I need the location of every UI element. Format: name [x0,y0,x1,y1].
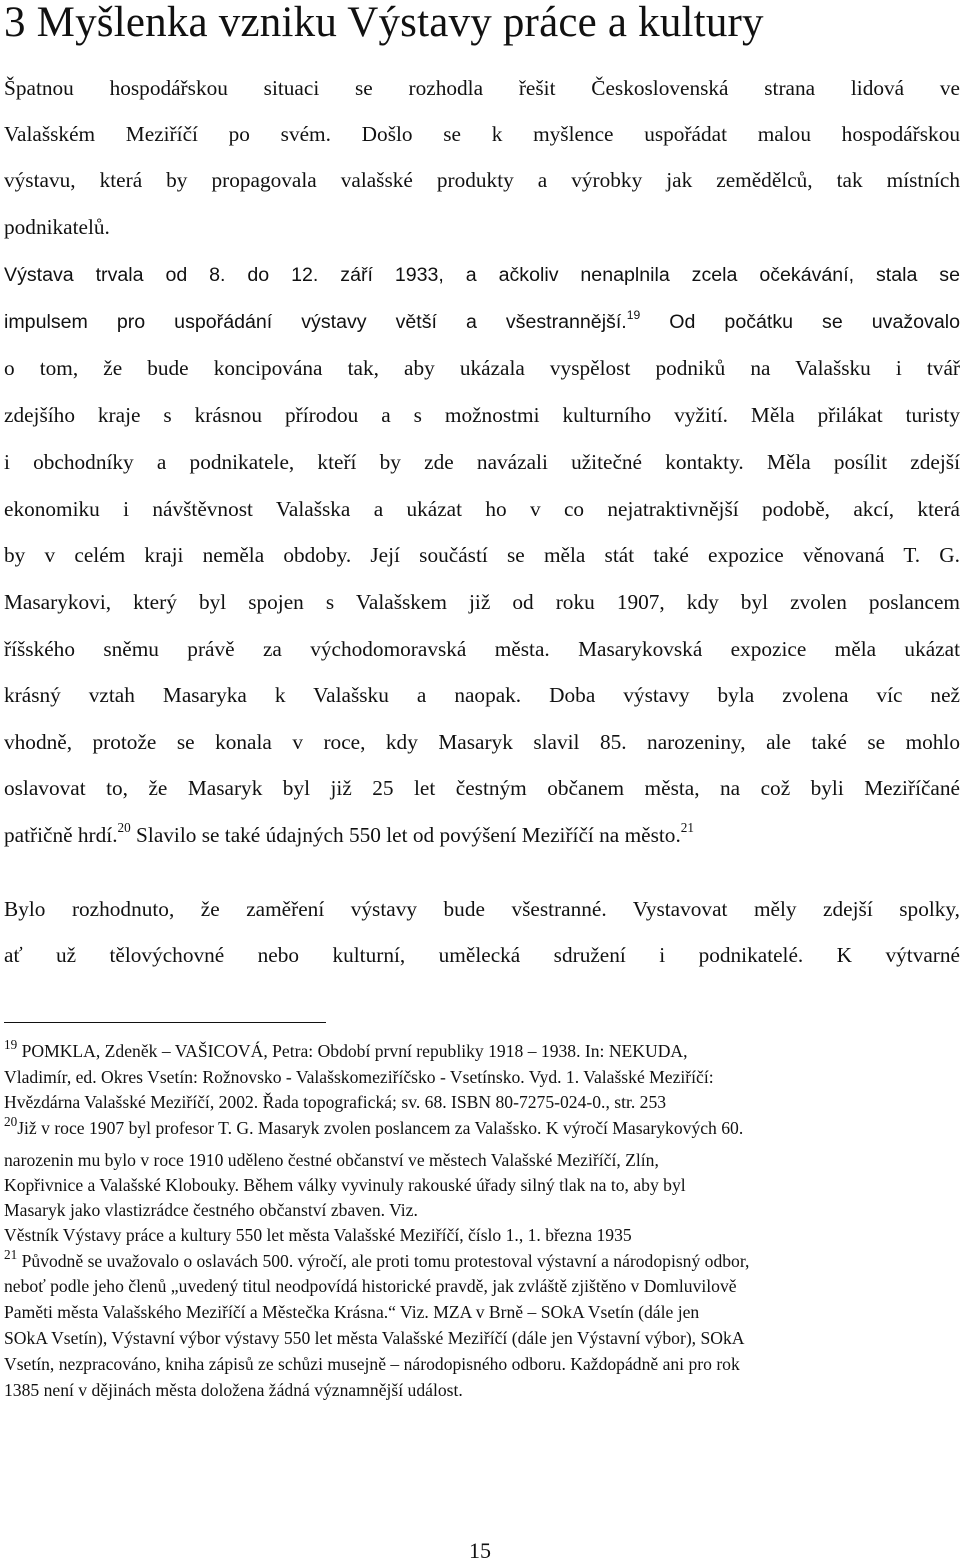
body-line: vhodně, protože se konala v roce, kdy Masaryk slavil 85. narozeniny, ale také se mohlo [4,730,960,754]
footnote-ref: 20 [117,819,131,835]
body-line: ať už tělovýchovné nebo kulturní, umělecká sdružení i podnikatelé. K výtvarné [4,943,960,967]
footnote-line: Paměti města Valašského Meziříčí a Městečka Krásna.“ Viz. MZA v Brně – SOkA Vsetín (dále jen [4,1302,700,1322]
body-line: Špatnou hospodářskou situaci se rozhodla řešit Československá strana lidová ve [4,76,960,100]
footnote-separator [4,1022,326,1023]
footnote-line: 1385 není v dějinách města doložena žádná významnější událost. [4,1380,463,1400]
body-line: ekonomiku i návštěvnost Valašska a ukázat ho v co nejatraktivnější podobě, akcí, která [4,497,960,521]
footnote-line: Kopřivnice a Valašské Klobouky. Během války vyvinuly rakouské úřady silný tlak na to, aby byl [4,1175,686,1195]
footnote-ref: 19 [626,307,641,322]
body-line: říšského sněmu právě za východomoravská města. Masarykovská expozice měla ukázat [4,637,960,661]
footnote-line: $^{20}$Již v roce 1907 byl profesor T. G. Masaryk zvolen poslancem za Valašsko. K výročí Masarykových 60. [4,1113,744,1138]
footnote-line: Hvězdárna Valašské Meziříčí, 2002. Řada topografická; sv. 68. ISBN 80-7275-024-0., str. 253 [4,1092,667,1112]
body-line: oslavovat to, že Masaryk byl již 25 let čestným občanem města, na což byli Meziříčané [4,776,960,800]
footnote-line: narozenin mu bylo v roce 1910 uděleno čestné občanství ve městech Valašské Meziříčí, Zlín, [4,1150,659,1170]
page-number: 15 [469,1538,491,1563]
footnote-line: $^{21}$ Původně se uvažovalo o oslavách 500. výročí, ale proti tomu protestoval výstavní a národopisný odbor, [4,1246,750,1271]
footnote-line: Masaryk jako vlastizrádce čestného občanství zbaven. Viz. [4,1200,418,1220]
body-line: patřičně hrdí.$^{20}$ Slavilo se také údajných 550 let od povýšení Meziříčí na město.$^{21}$ [4,819,694,847]
body-line: krásný vztah Masaryka k Valašsku a naopak. Doba výstavy byla zvolena víc než [4,683,960,707]
body-line: Bylo rozhodnuto, že zaměření výstavy bude všestranné. Vystavovat měly zdejší spolky, [4,897,960,921]
body-line: Masarykovi, který byl spojen s Valašskem již od roku 1907, kdy byl zvolen poslancem [4,590,960,614]
body-line: Výstava trvala od 8. do 12. září 1933, a ačkoliv nenaplnila zcela očekávání, stala se [4,264,960,286]
body-line: o tom, že bude koncipována tak, aby ukázala vyspělost podniků na Valašsku i tvář [4,356,960,380]
chapter-heading: 3 Myšlenka vzniku Výstavy práce a kultury [4,0,764,46]
footnote-ref: 21 [680,819,694,835]
footnote-line: Vsetín, nezpracováno, kniha zápisů ze schůzi musejně – národopisného odboru. Každopádně ani pro rok [4,1354,740,1374]
body-line: výstavu, která by propagovala valašské produkty a výrobky jak zemědělců, tak místních [4,168,960,192]
body-line: impulsem pro uspořádání výstavy větší a všestrannější.$^{19}$ Od počátku se uvažovalo [4,307,960,333]
footnote-line: $^{19}$ POMKLA, Zdeněk – VAŠICOVÁ, Petra: Období první republiky 1918 – 1938. In: NEKUDA, [4,1036,688,1061]
footnote-line: SOkA Vsetín), Výstavní výbor výstavy 550 let města Valašské Meziříčí (dále jen Výstavní výbor), SOkA [4,1328,745,1348]
body-line: zdejšího kraje s krásnou přírodou a s možnostmi kulturního vyžití. Měla přilákat turisty [4,403,960,427]
footnote-line: Věstník Výstavy práce a kultury 550 let města Valašské Meziříčí, číslo 1., 1. března 1935 [4,1225,632,1245]
body-line: by v celém kraji neměla obdoby. Její součástí se měla stát také expozice věnovaná T. G. [4,543,960,567]
body-line: podnikatelů. [4,215,110,239]
body-line: i obchodníky a podnikatele, kteří by zde navázali užitečné kontakty. Měla posílit zdejší [4,450,960,474]
footnote-line: neboť podle jeho členů „uvedený titul neodpovídá historické pravdě, jak zvláště zjištěno v Domluvilově [4,1276,737,1296]
footnote-line: Vladimír, ed. Okres Vsetín: Rožnovsko - Valašskomeziříčsko - Vsetínsko. Vyd. 1. Valašské Meziříčí: [4,1067,714,1087]
body-line: Valašském Meziříčí po svém. Došlo se k myšlence uspořádat malou hospodářskou [4,122,960,146]
